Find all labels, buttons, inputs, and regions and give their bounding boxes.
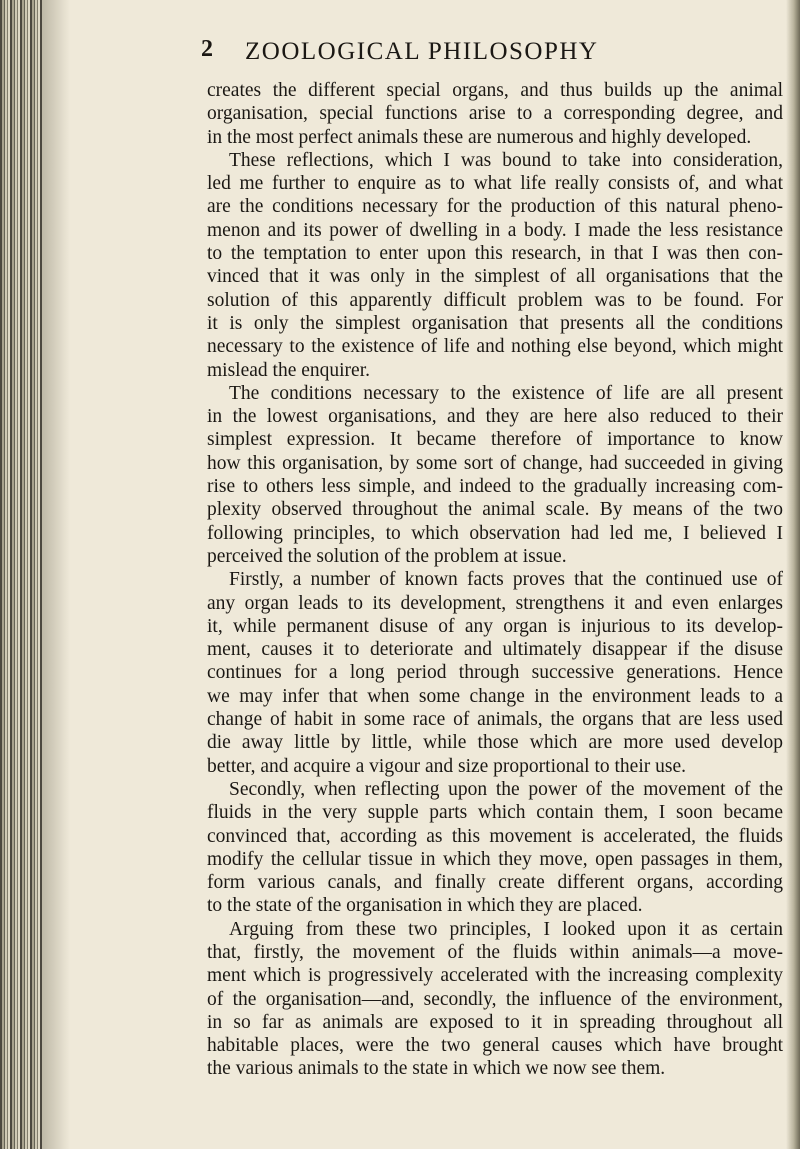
text-line: continues for a long period through successive generations. Hence: [207, 662, 783, 684]
text-line: habitable places, were the two general causes which have brought: [207, 1035, 783, 1057]
text-line: that, firstly, the movement of the fluids within animals—a move-: [207, 941, 783, 963]
text-line: in so far as animals are exposed to it in spreading throughout all: [207, 1011, 783, 1033]
text-line: of the organisation—and, secondly, the influence of the environment,: [207, 988, 783, 1010]
text-line: it, while permanent disuse of any organ is injurious to its develop-: [207, 615, 783, 637]
text-line: modify the cellular tissue in which they move, open passages in them,: [207, 848, 783, 870]
text-line: necessary to the existence of life and nothing else beyond, which might: [207, 336, 783, 358]
text-line: form various canals, and finally create different organs, according: [207, 872, 783, 894]
text-line: rise to others less simple, and indeed to the gradually increasing com-: [207, 476, 783, 498]
text-line: ment which is progressively accelerated with the increasing complexity: [207, 965, 783, 987]
text-line: Arguing from these two principles, I looked upon it as certain: [229, 918, 783, 940]
text-line: it is only the simplest organisation that presents all the conditions: [207, 312, 783, 334]
text-line: led me further to enquire as to what life really consists of, and what: [207, 173, 783, 195]
text-line: any organ leads to its development, strengthens it and even enlarges: [207, 592, 783, 614]
page-edge: [786, 0, 800, 1149]
text-line: organisation, special functions arise to a corresponding degree, and: [207, 103, 783, 125]
text-line: following principles, to which observation had led me, I believed I: [207, 522, 783, 544]
page-number: 2: [201, 36, 213, 62]
text-line: Firstly, a number of known facts proves that the continued use of: [229, 569, 783, 591]
text-line: fluids in the very supple parts which contain them, I soon became: [207, 802, 783, 824]
text-line: Secondly, when reflecting upon the power of the movement of the: [229, 778, 783, 800]
text-line: better, and acquire a vigour and size proportional to their use.: [207, 755, 686, 777]
text-line: are the conditions necessary for the production of this natural pheno-: [207, 196, 783, 218]
text-line: The conditions necessary to the existence of life are all present: [229, 382, 783, 404]
text-line: convinced that, according as this movement is accelerated, the fluids: [207, 825, 783, 847]
text-line: perceived the solution of the problem at issue.: [207, 545, 567, 567]
text-line: to the temptation to enter upon this research, in that I was then con-: [207, 243, 783, 265]
text-line: change of habit in some race of animals, the organs that are less used: [207, 709, 783, 731]
text-line: creates the different special organs, and thus builds up the animal: [207, 80, 783, 101]
text-line: simplest expression. It became therefore of importance to know: [207, 429, 783, 451]
text-line: how this organisation, by some sort of change, had succeeded in giving: [207, 452, 783, 474]
text-line: solution of this apparently difficult problem was to be found. For: [207, 289, 783, 311]
text-line: vinced that it was only in the simplest of all organisations that the: [207, 266, 783, 288]
body-text: [207, 79, 783, 1081]
text-line: in the most perfect animals these are numerous and highly developed.: [207, 126, 752, 148]
text-line: plexity observed throughout the animal scale. By means of the two: [207, 499, 783, 521]
text-line: menon and its power of dwelling in a body. I made the less resistance: [207, 219, 783, 241]
gutter-shadow: [42, 0, 70, 1149]
book-spine-gutter: [0, 0, 42, 1149]
text-line: die away little by little, while those which are more used develop: [207, 732, 783, 754]
text-line: mislead the enquirer.: [207, 359, 370, 381]
text-line: These reflections, which I was bound to take into consideration,: [229, 149, 783, 171]
text-line: we may infer that when some change in the environment leads to a: [207, 685, 783, 707]
text-line: in the lowest organisations, and they are here also reduced to their: [207, 406, 783, 428]
text-line: the various animals to the state in which we now see them.: [207, 1058, 666, 1080]
text-line: ment, causes it to deteriorate and ultimately disappear if the disuse: [207, 639, 783, 661]
running-head: ZOOLOGICAL PHILOSOPHY: [245, 38, 599, 65]
text-line: to the state of the organisation in which they are placed.: [207, 895, 643, 917]
